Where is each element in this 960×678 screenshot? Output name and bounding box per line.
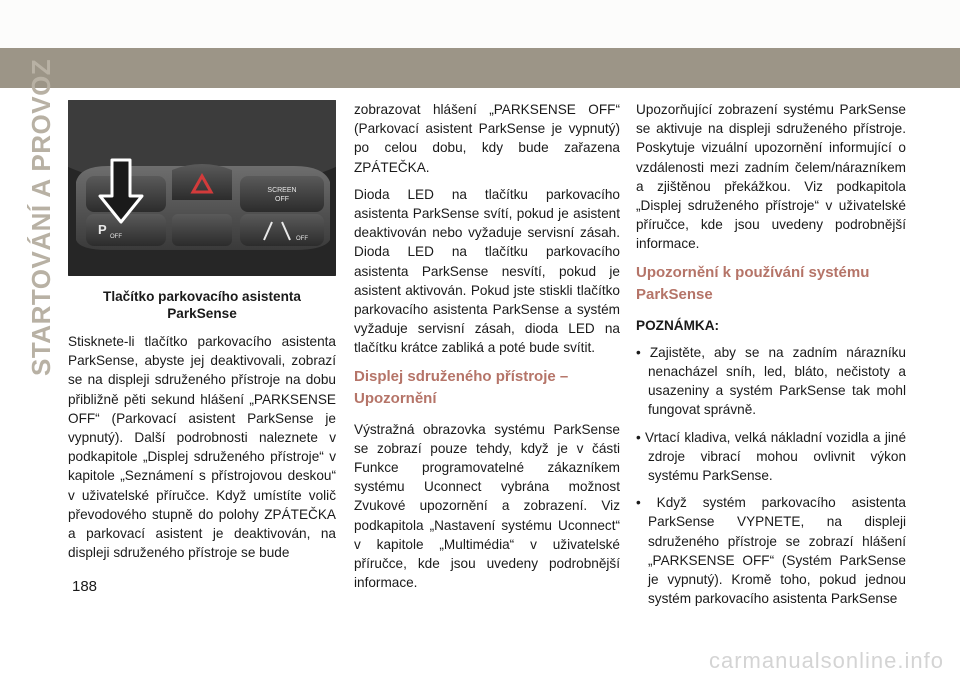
chapter-side-title: STARTOVÁNÍ A PROVOZ	[26, 58, 56, 376]
photo-caption: Tlačítko parkovacího asistenta ParkSense	[103, 289, 301, 321]
screen-off-button	[240, 176, 324, 212]
parksense-p-icon: P	[98, 222, 107, 237]
screen-label: SCREEN	[267, 187, 297, 194]
dashboard-switch-panel-image	[68, 100, 336, 276]
bullet-item: • Když systém parkovacího asistenta ParkSense VYPNETE, na displeji sdruženého přístroje se zobrazí hlášení „PARKSENSE OFF“ (Systém ParkSense je vypnutý). Kromě toho, pokud jednou systém parkovacího asistenta ParkSense	[636, 495, 906, 607]
paragraph: Výstražná obrazovka systému ParkSense se zobrazí pouze tehdy, když je v části Funkce programovatelné zákazníkem systému Uconnect vybrána možnost Zvukové upozornění a zobrazení. Viz podkapitola „Nastavení systému Uconnect“ v kapitole „Multimédia“ v uživatelské příručce, kde jsou uvedeny podrobnější informace.	[354, 421, 620, 591]
paragraph: Upozorňující zobrazení systému ParkSense se aktivuje na displeji sdruženého přístroje. Poskytuje vizuální upozornění informující o vzdálenosti mezi zadním čelem/nárazníkem a zjištěnou překážkou. Viz podkapitola „Displej sdruženého přístroje“ v uživatelské příručce, kde jsou uvedeny podrobnější informace.	[636, 102, 906, 252]
middle-button	[172, 214, 232, 246]
header-band	[0, 48, 960, 88]
top-margin	[0, 0, 960, 48]
watermark: carmanualsonline.info	[708, 648, 944, 673]
section-heading: Displej sdruženého přístroje – Upozornění	[354, 367, 569, 407]
note-heading: POZNÁMKA:	[636, 317, 720, 333]
paragraph: Stisknete-li tlačítko parkovacího asistenta ParkSense, abyste jej deaktivovali, zobrazí se na displeji sdruženého přístroje na dobu přibližně pěti sekund hlášení „PARKSENSE OFF“ (Parkovací asistent ParkSense je vypnutý). Další podrobnosti naleznete v podkapitole „Displej sdruženého přístroje“ v kapitole „Seznámení s přístrojovou deskou“ v uživatelské příručce. Když umístíte volič převodového stupně do polohy ZPÁTEČKA a parkovací asistent je deaktivován, na displeji sdruženého přístroje se bude	[68, 334, 336, 561]
column-1	[68, 100, 336, 570]
bullet-item: • Zajistěte, aby se na zadním nárazníku nenacházel sníh, led, bláto, nečistoty a usazeniny a systém ParkSense tak mohl fungovat správně.	[636, 344, 906, 418]
paragraph: zobrazovat hlášení „PARKSENSE OFF“ (Parkovací asistent ParkSense je vypnutý) po celou dobu, kdy bude zařazena ZPÁTEČKA.	[354, 102, 620, 175]
page-number: 188	[72, 578, 98, 595]
parksense-off-label: OFF	[110, 234, 122, 240]
paragraph: Dioda LED na tlačítku parkovacího asistenta ParkSense svítí, pokud je asistent deaktivován nebo vyžaduje servisní zásah. Dioda LED na tlačítku parkovacího asistenta ParkSense nesvítí, pokud je asistent aktivován. Pokud jste stiskli tlačítko parkovacího asistenta ParkSense a systém vyžaduje servisní zásah, dioda LED na tlačítku krátce zabliká a poté bude svítit.	[354, 186, 620, 356]
bullet-item: • Vrtací kladiva, velká nákladní vozidla a jiné zdroje vibrací mohou ovlivnit výkon systému ParkSense.	[636, 429, 906, 484]
hazard-button	[172, 164, 232, 200]
column-3	[636, 100, 906, 616]
lane-assist-button	[240, 214, 324, 246]
column-2	[354, 100, 620, 600]
screen-off-label: OFF	[275, 196, 289, 203]
section-heading: Upozornění k používání systému ParkSense	[636, 263, 870, 303]
lane-off-label: OFF	[296, 236, 308, 242]
parksense-button-photo	[68, 100, 336, 276]
